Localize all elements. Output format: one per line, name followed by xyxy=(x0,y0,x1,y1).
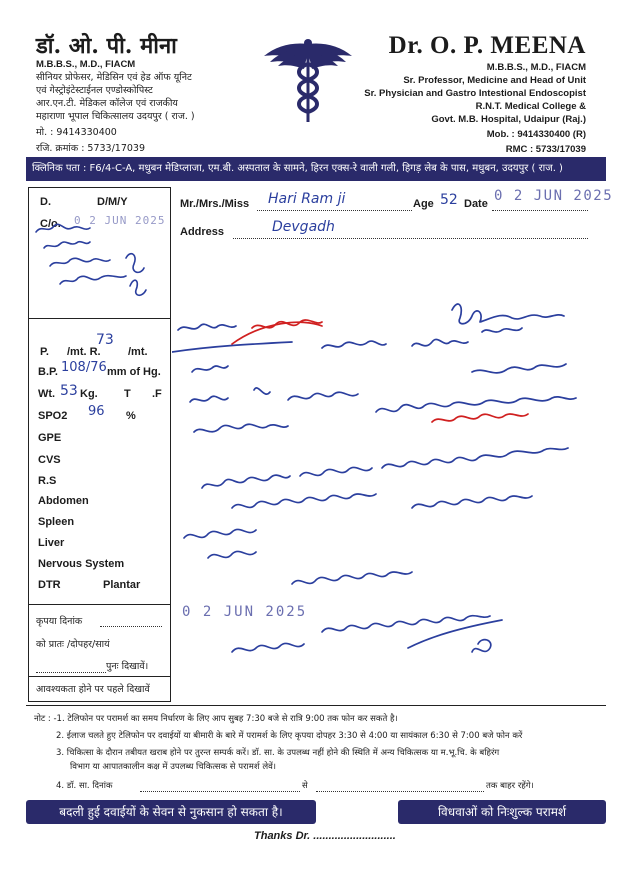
note-3: 3. चिकित्सा के दौरान तबीयत खराब होने पर तुरन्त सम्पर्क करें। डॉ. सा. के उपलब्ध नहीं होने की स्थिति में अन्य चिकित्सक या म.भू.चि. के बहिरंग xyxy=(56,748,500,758)
prescription-date-stamp: 0 2 JUN 2025 xyxy=(182,604,308,620)
exam-nervous-system: Nervous System xyxy=(38,558,125,570)
designation-hi-4: महाराणा भूपाल चिकित्सालय उदयपुर ( राज. ) xyxy=(36,111,195,122)
date-line xyxy=(492,210,588,211)
bp-value: 108/76 xyxy=(61,360,107,375)
pulse-value: 73 xyxy=(96,332,114,348)
followup-date-line xyxy=(100,626,162,627)
care-of-label: C/o. xyxy=(40,218,61,230)
degrees-right: M.B.B.S., M.D., FIACM xyxy=(486,62,586,73)
plantar-label: Plantar xyxy=(103,579,141,591)
designation-en-1: Sr. Professor, Medicine and Head of Unit xyxy=(403,75,586,86)
note-4-start: 4. डॉ. सा. दिनांक xyxy=(56,781,113,791)
designation-hi-2: एवं गेस्ट्रोइंटेस्टाईनल एण्डोस्कोपिस्ट xyxy=(36,85,153,96)
footer-free-consultation: विधवाओं को निःशुल्क परामर्श xyxy=(398,800,606,824)
exam-abdomen: Abdomen xyxy=(38,495,89,507)
date-field-label: Date xyxy=(464,198,488,210)
dmy-label: D/M/Y xyxy=(97,196,128,208)
mobile-hindi: मो. : 9414330400 xyxy=(36,127,117,138)
patient-name-label: Mr./Mrs./Miss xyxy=(180,198,250,210)
followup-need-label: आवश्यकता होने पर पहले दिखावें xyxy=(36,684,150,695)
designation-en-2: Sr. Physician and Gastro Intestional Endoscopist xyxy=(364,88,586,99)
exam-spleen: Spleen xyxy=(38,516,75,528)
spo2-value: 96 xyxy=(88,404,105,419)
bp-label: B.P. xyxy=(38,366,58,378)
patient-name-line xyxy=(257,210,412,211)
pulse-label: P. xyxy=(40,346,49,358)
clinic-address-bar: क्लिनिक पता : F6/4-C-A, मधुबन मेडिप्लाजा, एम.बी. अस्पताल के सामने, हिरन एक्स-रे वाली गली, हिगड़ लेब के पास, मधुबन, उदयपुर ( राज. ) xyxy=(26,157,606,181)
address-label: Address xyxy=(180,226,225,238)
note-4-line-1 xyxy=(140,791,300,792)
exam-cvs: CVS xyxy=(38,454,61,466)
panel-divider xyxy=(170,187,171,702)
dtr-label: DTR xyxy=(38,579,61,591)
bp-unit: mm of Hg. xyxy=(107,366,161,378)
note-4-middle: से xyxy=(302,781,308,791)
note-3-continued: विभाग या आपातकालीन कक्ष में उपलब्ध चिकित्सक से परामर्श लेवें। xyxy=(70,762,277,772)
age-label: Age xyxy=(413,198,434,210)
registration-hindi: रजि. क्रमांक : 5733/17039 xyxy=(36,143,146,154)
followup-show-line xyxy=(36,672,106,673)
weight-value: 53 xyxy=(60,383,78,399)
note-4-line-2 xyxy=(316,791,484,792)
left-panel-scribbles xyxy=(30,220,168,310)
exam-rs: R.S xyxy=(38,475,57,487)
exam-gpe: GPE xyxy=(38,432,62,444)
resp-unit: /mt. xyxy=(128,346,148,358)
note-4-end: तक बाहर रहेंगे। xyxy=(486,781,534,791)
date-label: D. xyxy=(40,196,51,208)
notes-divider xyxy=(26,705,606,706)
pulse-unit: /mt. R. xyxy=(67,346,101,358)
panel-separator-2 xyxy=(29,604,170,605)
prescription-handwriting xyxy=(172,282,610,682)
doctor-name-hindi: डॉ. ओ. पी. मीना xyxy=(36,33,177,59)
patient-name-value: Hari Ram ji xyxy=(268,191,346,207)
address-value: Devgadh xyxy=(272,219,335,235)
panel-separator-3 xyxy=(29,676,170,677)
mobile-english: Mob. : 9414330400 (R) xyxy=(486,129,586,140)
temp-unit: .F xyxy=(152,388,162,400)
rmc-english: RMC : 5733/17039 xyxy=(505,144,586,155)
left-date-stamp: 0 2 JUN 2025 xyxy=(74,214,166,227)
designation-hi-3: आर.एन.टी. मेडिकल कॉलेज एवं राजकीय xyxy=(36,98,178,109)
weight-label: Wt. xyxy=(38,388,56,400)
caduceus-icon xyxy=(262,34,354,126)
note-2: 2. ईलाज चलते हुए टेलिफोन पर दवाईयों या बीमारी के बारे में परामर्श के लिए कृपया दोपहर 3:30 से 4:00 या सायंकाल 6:30 से 7:00 बजे फोन करें xyxy=(56,731,523,741)
degrees-left: M.B.B.S., M.D., FIACM xyxy=(36,59,136,70)
doctor-name-english: Dr. O. P. MEENA xyxy=(388,32,586,59)
note-1: नोट : -1. टेलिफोन पर परामर्श का समय निर्धारण के लिए आप सुबह 7:30 बजे से रात्रि 9:00 तक फोन कर सकते है। xyxy=(34,714,398,724)
exam-liver: Liver xyxy=(38,537,65,549)
thanks-line: Thanks Dr. ........................... xyxy=(254,830,396,842)
age-value: 52 xyxy=(440,192,458,208)
designation-en-3: R.N.T. Medical College & xyxy=(475,101,586,112)
followup-show-label: पुनः दिखावें। xyxy=(106,661,149,672)
footer-warning: बदली हुई दवाईयों के सेवन से नुकसान हो सकता है। xyxy=(26,800,316,824)
designation-en-4: Govt. M.B. Hospital, Udaipur (Raj.) xyxy=(431,114,586,125)
panel-separator-1 xyxy=(29,318,170,319)
date-stamp: 0 2 JUN 2025 xyxy=(494,188,614,204)
address-line xyxy=(233,238,588,239)
designation-hi-1: सीनियर प्रोफेसर, मेडिसिन एवं हेड ऑफ यूनिट xyxy=(36,72,192,83)
weight-unit: Kg. xyxy=(80,388,98,400)
spo2-label: SPO2 xyxy=(38,410,68,422)
followup-time-label: को प्रातः /दोपहर/सायं xyxy=(36,639,110,650)
temp-label: T xyxy=(124,388,131,400)
spo2-unit: % xyxy=(126,410,136,422)
followup-date-label: कृपया दिनांक xyxy=(36,616,83,627)
